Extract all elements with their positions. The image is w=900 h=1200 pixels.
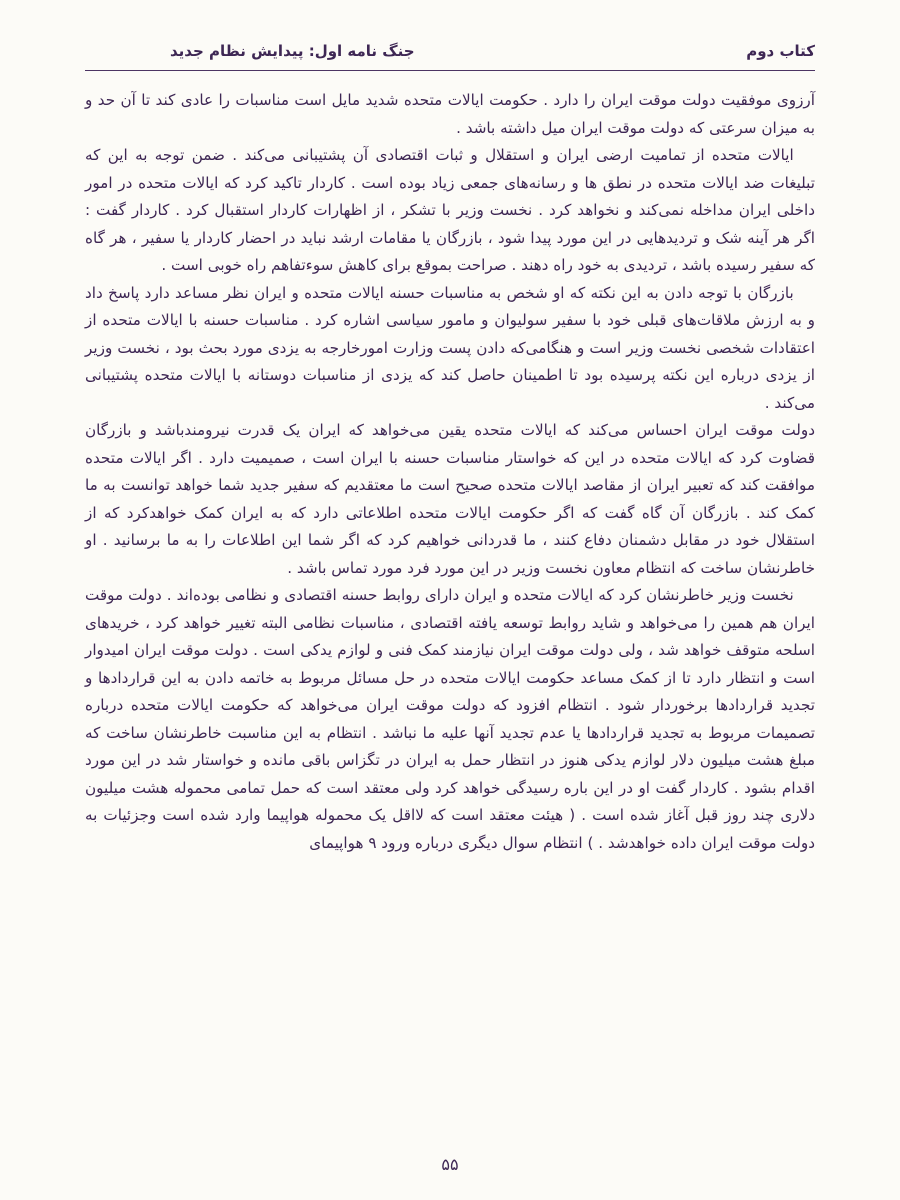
paragraph-5: نخست وزیر خاطرنشان کرد که ایالات متحده و ایران دارای روابط حسنه اقتصادی و نظامی بوده‌اند . دولت موقت ایران هم همین را می‌خواهد و شاید روابط توسعه یافته اقتصادی ، مناسبات نظامی البته تغییر خواهد کرد ، خریدهای اسلحه متوقف خواهد شد ، ولی دولت موقت ایران نیازمند کمک فنی و لوازم یدکی است . دولت موقت ایران امیدوار است و انتظار دارد تا از کمک مساعد حکومت ایالات متحده در حل مسائل مربوط به خاتمه دادن به این قراردادها و تجدید قراردادها برخوردار شود . انتظام افزود که دولت موقت ایران می‌خواهد که حکومت ایالات متحده درباره تصمیمات مربوط به تجدید قراردادها یا عدم تجدید آنها علیه ما نباشد . انتظام به این مناسبت خاطرنشان ساخت که مبلغ هشت میلیون دلار لوازم یدکی هنوز در انتظار حمل به ایران در تگزاس باقی مانده و خواستار شد در این مورد اقدام بشود . کاردار گفت او در این باره رسیدگی خواهد کرد ولی معتقد است که حمل تمامی محموله هشت میلیون دلاری چند روز قبل آغاز شده است . ( هیئت معتقد است که لااقل یک محموله هواپیما وارد شده است وجزئیات به دولت موقت ایران داده خواهدشد . ) انتظام سوال دیگری درباره ورود ۹ هواپیمای (85, 586, 815, 852)
page-header (0, 0, 900, 60)
paragraph-2: ایالات متحده از تمامیت ارضی ایران و استقلال و ثبات اقتصادی آن پشتیبانی می‌کند . ضمن توجه به این که تبلیغات ضد ایالات متحده در نطق ها و رسانه‌های جمعی زیاد بوده است . کاردار تاکید کرد که ایالات متحده در امور داخلی ایران مداخله نمی‌کند و نخواهد کرد . نخست وزیر با تشکر ، از اظهارات کاردار استقبال کرد . کاردار گفت : اگر هر آینه شک و تردیدهایی در این مورد پیدا شود ، بازرگان یا مقامات ارشد نباید در احضار کاردار یا سفیر ، هر گاه که سفیر رسیده باشد ، تردیدی به خود راه دهند . صراحت بموقع برای کاهش سوءتفاهم راه خوبی است . (85, 146, 815, 274)
paragraph-3: بازرگان با توجه دادن به این نکته که او شخص به مناسبات حسنه ایالات متحده و ایران نظر مساعد دارد پاسخ داد و به ارزش ملاقات‌های قبلی خود با سفیر سولیوان و مامور سیاسی اشاره کرد . مناسبات حسنه با ایالات متحده از اعتقادات شخصی نخست وزیر است و هنگامی‌که دادن پست وزارت امورخارجه به یزدی مورد بحث بود ، نخست وزیر از یزدی درباره این نکته پرسیده بود تا اطمینان حاصل کند که یزدی از مناسبات دوستانه با ایالات متحده پشتیبانی می‌کند . (85, 283, 815, 412)
paragraph-4: دولت موقت ایران احساس می‌کند که ایالات متحده یقین می‌خواهد که ایران یک قدرت نیرومندباشد و بازرگان قضاوت کرد که ایالات متحده در این که خواستار مناسبات حسنه با ایران است ، صمیمیت دارد . اگر ایالات متحده موافقت کند که تعبیر ایران از مقاصد ایالات متحده صحیح است ما معتقدیم که سفیر جدید شما خواهد توانست به ما کمک کند . بازرگان آن گاه گفت که اگر حکومت ایالات متحده اطلاعاتی دارد که به ایران کمک خواهدکرد که از استقلال خود در مقابل دشمنان دفاع کنند ، ما قدردانی خواهیم کرد که اگر شما این اطلاعات را به ما برسانید . او خاطرنشان ساخت که انتظام معاون نخست وزیر در این مورد فرد مورد تماس باشد . (85, 421, 815, 577)
header-book-title: کتاب دوم (746, 42, 815, 60)
page-number: ۵۵ (441, 1155, 459, 1174)
header-chapter-title: جنگ نامه اول: پیدایش نظام جدید (170, 42, 415, 60)
page-footer (0, 1155, 900, 1174)
body-text (0, 71, 900, 857)
paragraph-1: آرزوی موفقیت دولت موقت ایران را دارد . حکومت ایالات متحده شدید مایل است مناسبات را عادی کند تا آن حد و به میزان سرعتی که دولت موقت ایران میل داشته باشد . (85, 91, 815, 137)
